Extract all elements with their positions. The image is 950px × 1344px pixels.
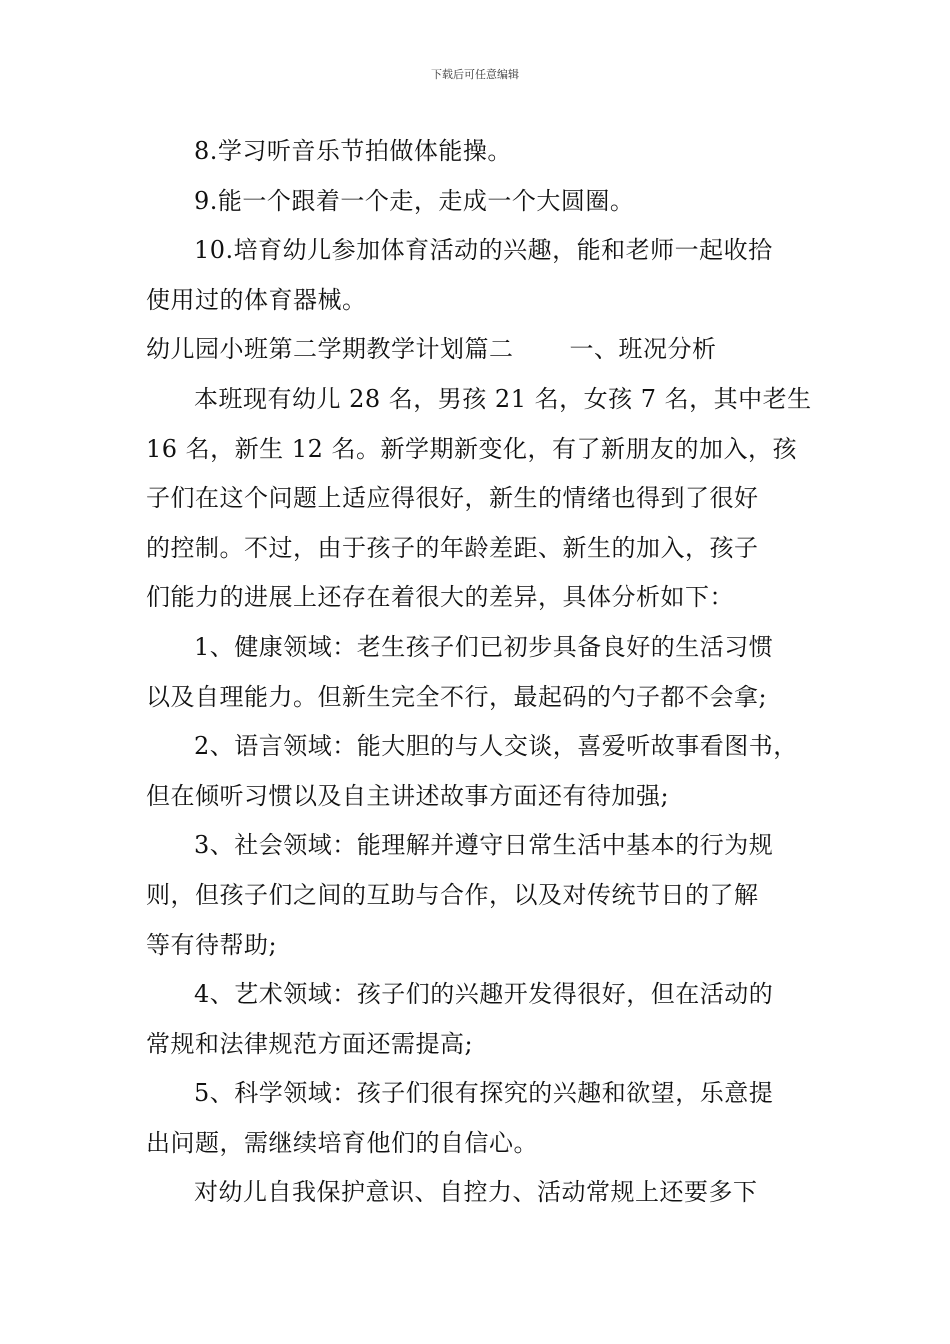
text-line [146, 524, 810, 574]
line-text: 的控制。不过，由于孩子的年龄差距、新生的加入，孩子 [146, 533, 759, 562]
line-text: 9.能一个跟着一个走，走成一个大圆圈。 [194, 186, 635, 215]
text-line [146, 226, 810, 276]
section-heading-line [146, 325, 810, 375]
line-text: 使用过的体育器械。 [146, 285, 367, 314]
section-subtitle: 一、班况分析 [569, 335, 717, 364]
text-line [146, 573, 810, 623]
page-header: 下载后可任意编辑 [431, 68, 519, 81]
text-line [146, 375, 810, 425]
line-text: 对幼儿自我保护意识、自控力、活动常规上还要多下 [194, 1178, 758, 1207]
line-text: 4、艺术领域：孩子们的兴趣开发得很好，但在活动的 [194, 980, 774, 1009]
text-line [146, 970, 810, 1020]
text-line [146, 127, 810, 177]
line-text: 出问题，需继续培育他们的自信心。 [146, 1128, 538, 1157]
text-line [146, 921, 810, 971]
line-text: 2、语言领域：能大胆的与人交谈，喜爱听故事看图书， [194, 732, 798, 761]
text-line [146, 276, 810, 326]
text-line [146, 1119, 810, 1169]
section-title: 幼儿园小班第二学期教学计划篇二 [146, 335, 514, 364]
text-line [146, 474, 810, 524]
line-text: 本班现有幼儿 28 名，男孩 21 名，女孩 7 名，其中老生 [194, 384, 812, 413]
text-line [146, 673, 810, 723]
text-line [146, 722, 810, 772]
line-text: 们能力的进展上还存在着很大的差异，具体分析如下： [146, 583, 734, 612]
line-text: 8.学习听音乐节拍做体能操。 [194, 137, 512, 165]
text-line [146, 871, 810, 921]
line-text: 等有待帮助; [146, 930, 278, 959]
line-text: 则，但孩子们之间的互助与合作，以及对传统节日的了解 [146, 880, 759, 909]
text-line [146, 623, 810, 673]
text-line [146, 1069, 810, 1119]
document-body [146, 127, 810, 1218]
line-text: 3、社会领域：能理解并遵守日常生活中基本的行为规 [194, 831, 774, 860]
text-line [146, 177, 810, 227]
text-line [146, 772, 810, 822]
line-text: 但在倾听习惯以及自主讲述故事方面还有待加强; [146, 781, 670, 810]
line-text: 子们在这个问题上适应得很好，新生的情绪也得到了很好 [146, 484, 759, 513]
text-line [146, 821, 810, 871]
line-text: 常规和法律规范方面还需提高; [146, 1029, 474, 1058]
text-line [146, 425, 810, 475]
line-text: 16 名，新生 12 名。新学期新变化，有了新朋友的加入，孩 [146, 434, 797, 463]
line-text: 5、科学领域：孩子们很有探究的兴趣和欲望，乐意提 [194, 1079, 774, 1108]
line-text: 以及自理能力。但新生完全不行，最起码的勺子都不会拿; [146, 682, 768, 711]
text-line [146, 1168, 810, 1218]
line-text: 1、健康领域：老生孩子们已初步具备良好的生活习惯 [194, 632, 774, 661]
line-text: 10.培育幼儿参加体育活动的兴趣，能和老师一起收拾 [194, 236, 773, 265]
text-line [146, 1020, 810, 1070]
